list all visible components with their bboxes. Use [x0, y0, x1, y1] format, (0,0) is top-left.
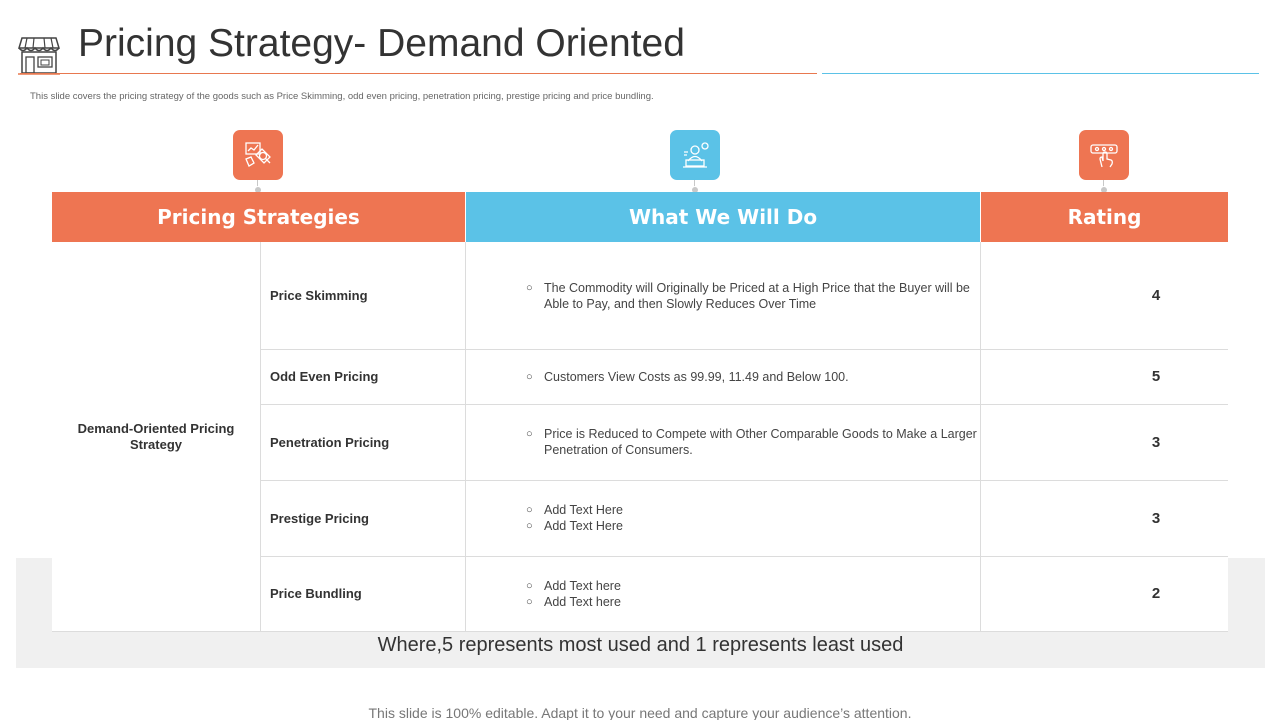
bullet-text: Price is Reduced to Compete with Other Comparable Goods to Make a Larger Penetration of Consumers.	[544, 427, 977, 457]
strategy-name: Price Bundling	[270, 586, 362, 601]
column-header-what-we-will-do: What We Will Do	[466, 192, 980, 242]
strategy-description	[526, 404, 986, 480]
strategy-description	[526, 480, 986, 556]
rating-value: 3	[1151, 509, 1161, 527]
bullet-icon: ○	[526, 428, 533, 440]
column-header-rating: Rating	[981, 192, 1228, 242]
rating-value: 4	[1151, 287, 1161, 304]
storefront-icon	[18, 36, 60, 76]
strategy-name: Penetration Pricing	[270, 434, 390, 450]
column-header-pricing-strategies: Pricing Strategies	[52, 192, 465, 242]
title-divider-blue	[822, 73, 1259, 74]
pricing-analysis-icon	[233, 130, 283, 180]
bullet-icon: ○	[526, 281, 533, 294]
page-title: Pricing Strategy- Demand Oriented	[78, 22, 685, 65]
bullet-icon: ○	[526, 595, 533, 608]
title-divider-orange	[20, 73, 817, 74]
rating-value: 3	[1151, 433, 1161, 451]
page-subtitle: This slide covers the pricing strategy of the goods such as Price Skimming, odd even pricing, penetration pricing, prestige pricing and price bundling.	[30, 91, 654, 102]
bullet-text: Customers View Costs as 99.99, 11.49 and Below 100.	[544, 369, 849, 384]
table-bottom-border	[52, 631, 1228, 632]
table-row	[261, 556, 1228, 631]
bullet-text: The Commodity will Originally be Priced at a High Price that the Buyer will be Able to Pay, and then Slowly Reduces Over Time	[544, 280, 970, 311]
strategy-name: Prestige Pricing	[270, 510, 369, 526]
person-at-laptop-icon	[670, 130, 720, 180]
list-item	[526, 594, 986, 610]
table-row	[261, 404, 1228, 480]
list-item	[526, 369, 986, 385]
strategy-name: Odd Even Pricing	[270, 369, 379, 384]
footer-note: This slide is 100% editable. Adapt it to your need and capture your audience’s attention.	[368, 705, 912, 720]
bullet-icon: ○	[526, 504, 533, 516]
strategy-table	[52, 242, 1228, 631]
rating-legend-note: Where,5 represents most used and 1 represents least used	[377, 634, 904, 656]
list-item	[526, 426, 986, 458]
bullet-text: Add Text here	[544, 594, 621, 609]
group-label: Demand-Oriented Pricing Strategy	[77, 420, 235, 452]
list-item	[526, 578, 986, 594]
strategy-description	[526, 556, 986, 631]
list-item	[526, 280, 986, 312]
bullet-text: Add Text Here	[544, 503, 623, 517]
strategy-description	[526, 349, 986, 404]
strategy-name: Price Skimming	[270, 288, 368, 303]
list-item	[526, 518, 986, 534]
rating-value: 2	[1151, 585, 1161, 602]
rating-value: 5	[1151, 368, 1161, 385]
bullet-text: Add Text Here	[544, 519, 623, 533]
strategy-description	[526, 242, 986, 349]
table-row	[261, 349, 1228, 404]
bullet-text: Add Text here	[544, 578, 621, 593]
bullet-icon: ○	[526, 520, 533, 532]
table-row	[261, 242, 1228, 349]
rating-hand-icon	[1079, 130, 1129, 180]
bullet-icon: ○	[526, 370, 533, 383]
bullet-icon: ○	[526, 579, 533, 592]
table-row	[261, 480, 1228, 556]
list-item	[526, 502, 986, 518]
